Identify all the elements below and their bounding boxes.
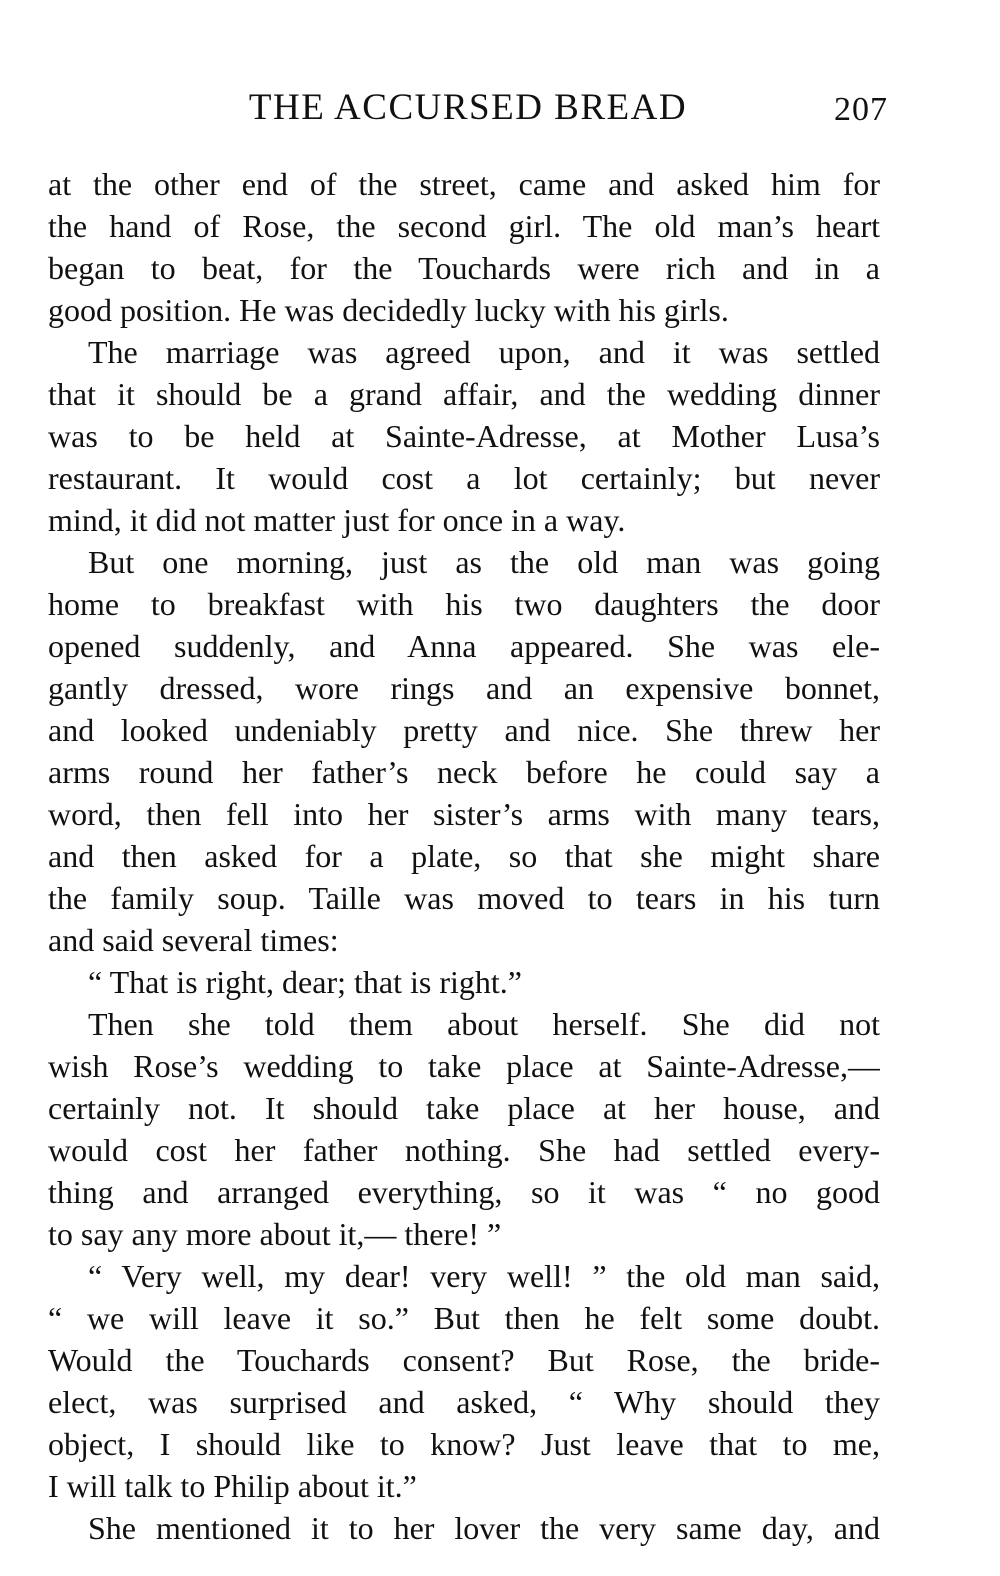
text-line: that it should be a grand affair, and the wedding dinner [48, 376, 880, 412]
text-line: the hand of Rose, the second girl. The old man’s heart [48, 208, 880, 244]
text-line: opened suddenly, and Anna appeared. She was ele- [48, 628, 880, 664]
text-line: The marriage was agreed upon, and it was settled [88, 334, 880, 370]
text-line: and said several times: [48, 922, 339, 958]
text-line: home to breakfast with his two daughters the door [48, 586, 880, 622]
text-line: “ That is right, dear; that is right.” [88, 964, 522, 1000]
text-line: began to beat, for the Touchards were rich and in a [48, 250, 880, 286]
text-line: the family soup. Taille was moved to tears in his turn [48, 880, 880, 916]
text-line: Would the Touchards consent? But Rose, the bride- [48, 1342, 880, 1378]
text-line: to say any more about it,— there! ” [48, 1216, 502, 1252]
text-line: arms round her father’s neck before he could say a [48, 754, 880, 790]
running-head [48, 82, 888, 134]
text-line: But one morning, just as the old man was going [88, 544, 880, 580]
text-line: I will talk to Philip about it.” [48, 1468, 417, 1504]
text-line: good position. He was decidedly lucky with his girls. [48, 292, 729, 328]
text-line: gantly dressed, wore rings and an expensive bonnet, [48, 670, 880, 706]
text-line: mind, it did not matter just for once in a way. [48, 502, 626, 538]
text-line: elect, was surprised and asked, “ Why should they [48, 1384, 880, 1420]
text-line: word, then fell into her sister’s arms with many tears, [48, 796, 880, 832]
text-line: restaurant. It would cost a lot certainly; but never [48, 460, 880, 496]
text-line: wish Rose’s wedding to take place at Sainte-Adresse,— [48, 1048, 880, 1084]
text-line: “ Very well, my dear! very well! ” the old man said, [88, 1258, 880, 1294]
text-line: would cost her father nothing. She had settled every- [48, 1132, 880, 1168]
text-line: at the other end of the street, came and asked him for [48, 166, 880, 202]
text-line: certainly not. It should take place at her house, and [48, 1090, 880, 1126]
text-line: She mentioned it to her lover the very same day, and [88, 1510, 880, 1546]
running-title: THE ACCURSED BREAD [248, 87, 688, 128]
text-line: “ we will leave it so.” But then he felt some doubt. [48, 1300, 880, 1336]
text-line: thing and arranged everything, so it was “ no good [48, 1174, 880, 1210]
body-text [48, 163, 880, 1549]
text-line: Then she told them about herself. She did not [88, 1006, 880, 1042]
text-line: and then asked for a plate, so that she might share [48, 838, 880, 874]
text-line: object, I should like to know? Just leave that to me, [48, 1426, 880, 1462]
page-number: 207 [834, 91, 888, 128]
text-line: and looked undeniably pretty and nice. She threw her [48, 712, 880, 748]
text-line: was to be held at Sainte-Adresse, at Mother Lusa’s [48, 418, 880, 454]
